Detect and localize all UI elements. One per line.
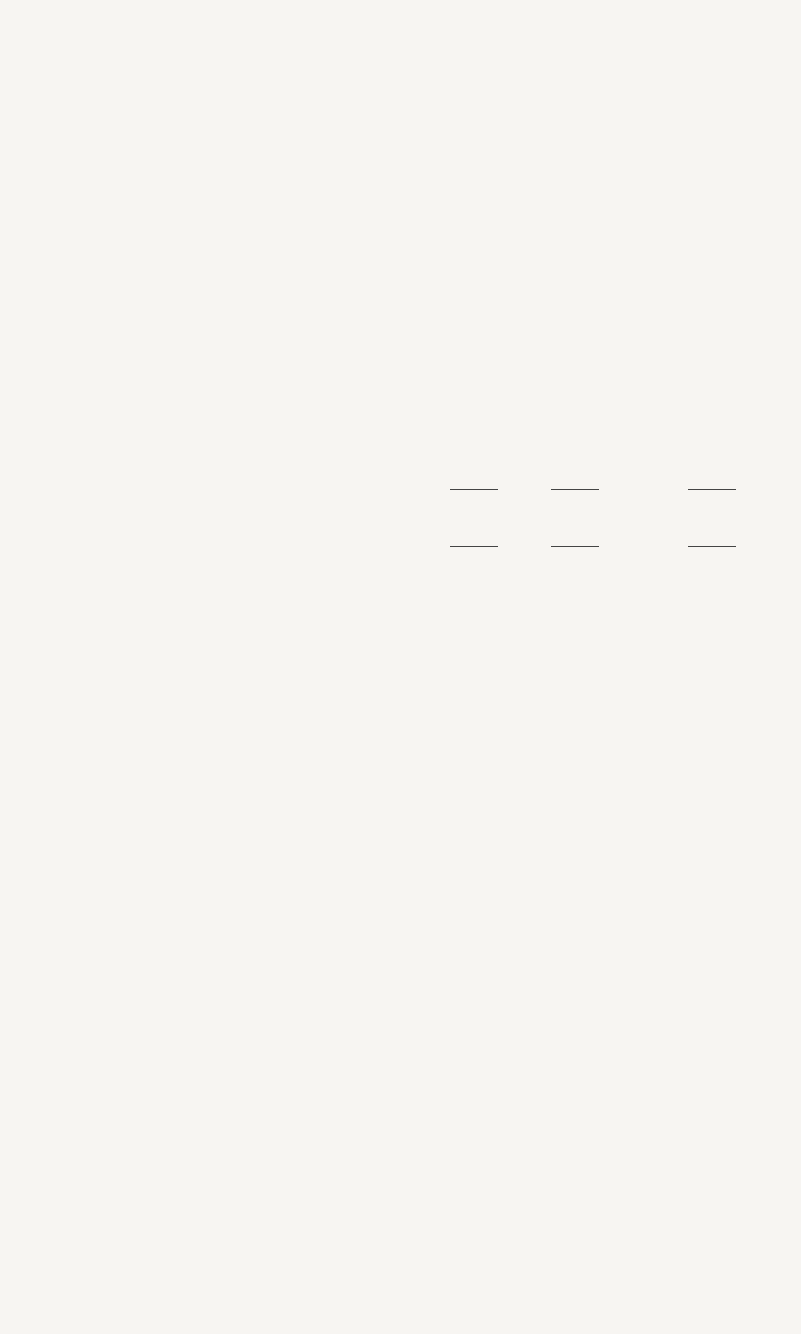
rule-total-below (450, 546, 498, 547)
rule-females-below (688, 546, 736, 547)
rule-males-below (551, 546, 599, 547)
rule-males-above (551, 489, 599, 490)
rule-females-above (688, 489, 736, 490)
rule-total-above (450, 489, 498, 490)
